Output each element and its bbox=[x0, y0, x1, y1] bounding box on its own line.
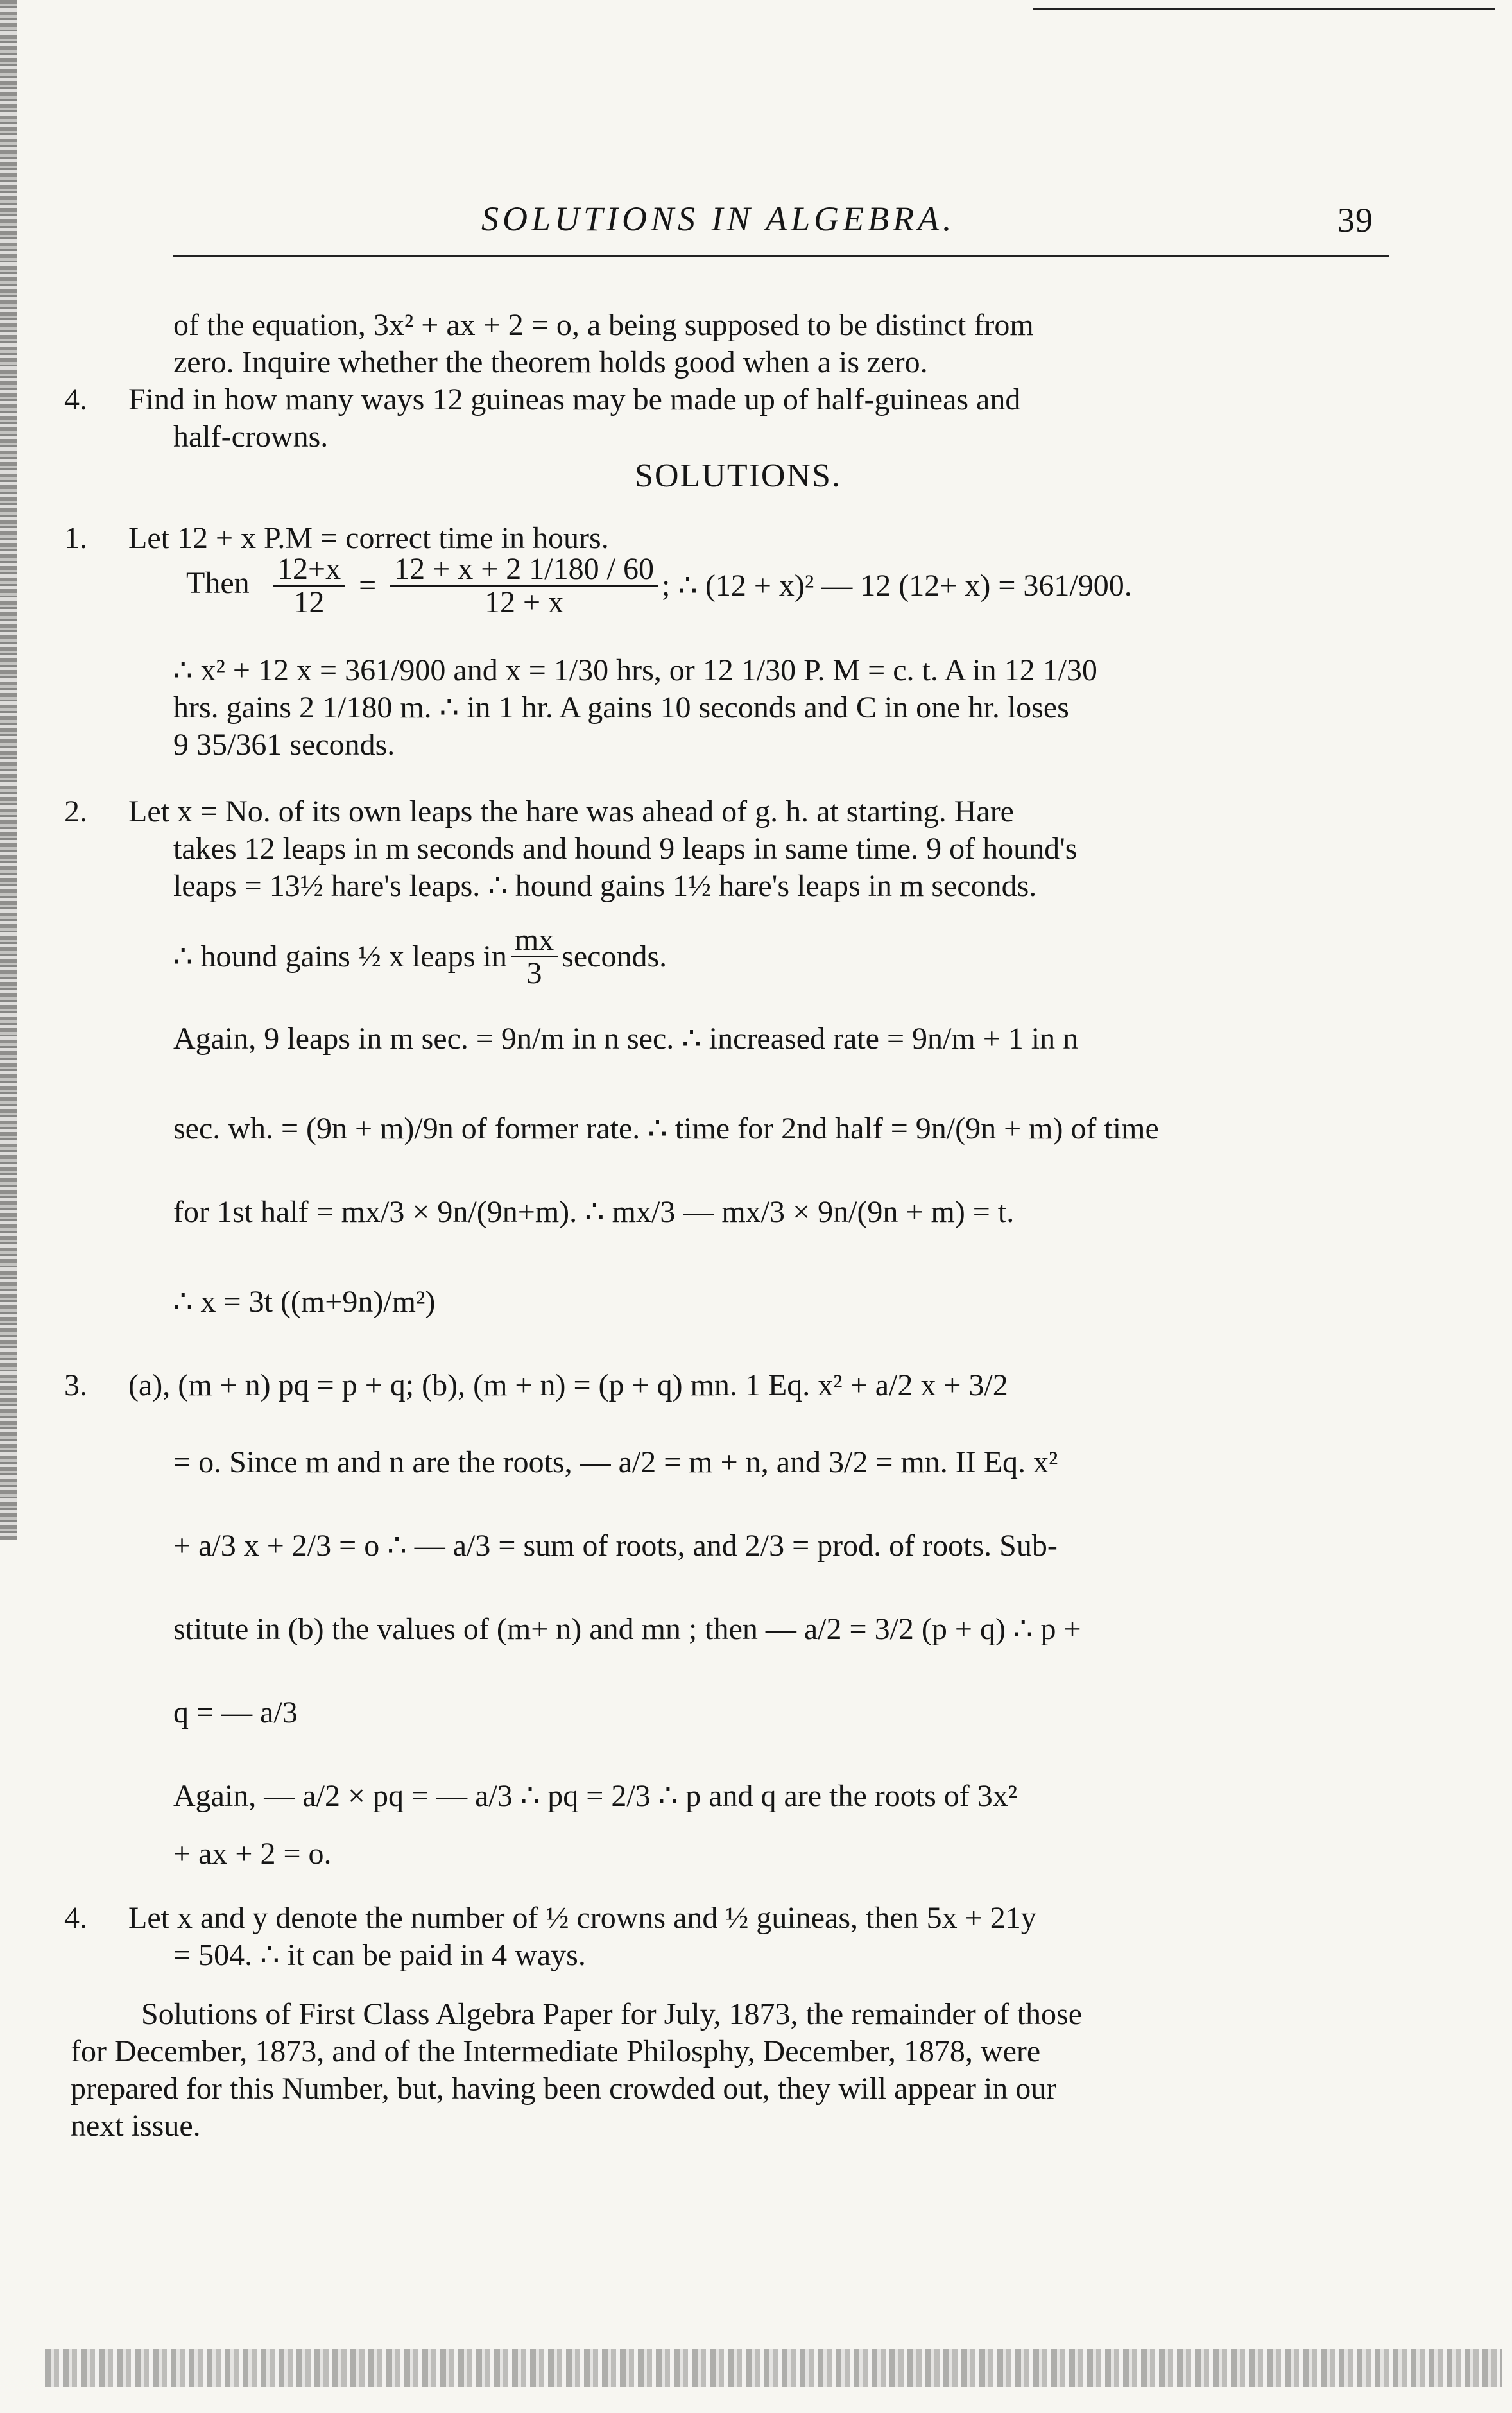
fraction bbox=[273, 553, 345, 619]
running-header bbox=[173, 193, 1386, 244]
solution-2-line-8: ∴ x = 3t ((m+9n)/m²) bbox=[173, 1285, 436, 1319]
solution-1-line-3: ∴ x² + 12 x = 361/900 and x = 1/30 hrs, or 12 1/30 P. M = c. t. A in 12 1/30 bbox=[173, 653, 1097, 687]
numerator: 12+x bbox=[273, 553, 345, 587]
solutions-heading: SOLUTIONS. bbox=[635, 458, 841, 494]
text: ∴ hound gains ½ x leaps in bbox=[173, 940, 507, 974]
solution-2-line-3: leaps = 13½ hare's leaps. ∴ hound gains 1½ hare's leaps in m seconds. bbox=[173, 869, 1037, 903]
solution-2-line-1: Let x = No. of its own leaps the hare was ahead of g. h. at starting. Hare bbox=[128, 794, 1014, 829]
fraction bbox=[390, 553, 658, 619]
solution-2-line-5: Again, 9 leaps in m sec. = 9n/m in n sec. ∴ increased rate = 9n/m + 1 in n bbox=[173, 1022, 1079, 1056]
solution-3-line-4: stitute in (b) the values of (m+ n) and mn ; then — a/2 = 3/2 (p + q) ∴ p + bbox=[173, 1612, 1081, 1646]
intro-line-2: zero. Inquire whether the theorem holds good when a is zero. bbox=[173, 345, 928, 379]
solution-4-line-1: Let x and y denote the number of ½ crowns and ½ guineas, then 5x + 21y bbox=[128, 1901, 1036, 1935]
closing-line-2: for December, 1873, and of the Intermediate Philosphy, December, 1878, were bbox=[71, 2034, 1041, 2068]
question-4-line-2: half-crowns. bbox=[173, 420, 329, 454]
solution-3-number: 3. bbox=[64, 1368, 87, 1402]
solution-3-line-2: = o. Since m and n are the roots, — a/2 = m + n, and 3/2 = mn. II Eq. x² bbox=[173, 1445, 1058, 1479]
denominator: 12 + x bbox=[485, 585, 564, 619]
denominator: 3 bbox=[526, 956, 542, 990]
equals-sign: = bbox=[359, 569, 377, 603]
solution-2-number: 2. bbox=[64, 794, 87, 829]
solution-1-then-label: Then bbox=[186, 566, 250, 600]
closing-line-3: prepared for this Number, but, having been crowded out, they will appear in our bbox=[71, 2072, 1057, 2106]
running-title: SOLUTIONS IN ALGEBRA. bbox=[481, 200, 956, 238]
numerator: mx bbox=[511, 924, 558, 957]
solution-1-line-1: Let 12 + x P.M = correct time in hours. bbox=[128, 521, 609, 555]
page-number: 39 bbox=[1337, 201, 1373, 239]
solution-3-line-3: + a/3 x + 2/3 = o ∴ — a/3 = sum of roots, and 2/3 = prod. of roots. Sub- bbox=[173, 1529, 1058, 1563]
denominator: 12 bbox=[293, 585, 325, 619]
question-4-number: 4. bbox=[64, 382, 87, 416]
header-rule bbox=[173, 255, 1389, 257]
solution-2-line-4 bbox=[173, 924, 667, 990]
solution-4-number: 4. bbox=[64, 1901, 87, 1935]
solution-3-line-5: q = — a/3 bbox=[173, 1696, 298, 1730]
closing-note bbox=[71, 1996, 1383, 2145]
intro-line-1: of the equation, 3x² + ax + 2 = o, a being supposed to be distinct from bbox=[173, 308, 1034, 342]
solution-4-line-2: = 504. ∴ it can be paid in 4 ways. bbox=[173, 1938, 586, 1972]
solution-1-number: 1. bbox=[64, 521, 87, 555]
solution-3-line-6: Again, — a/2 × pq = — a/3 ∴ pq = 2/3 ∴ p and q are the roots of 3x² bbox=[173, 1779, 1018, 1813]
solution-3-line-1: (a), (m + n) pq = p + q; (b), (m + n) = (p + q) mn. 1 Eq. x² + a/2 x + 3/2 bbox=[128, 1368, 1008, 1402]
solution-2-line-6: sec. wh. = (9n + m)/9n of former rate. ∴ time for 2nd half = 9n/(9n + m) of time bbox=[173, 1112, 1159, 1146]
solution-3-line-7: + ax + 2 = o. bbox=[173, 1837, 332, 1871]
fraction bbox=[511, 924, 558, 990]
scan-bottom-artifact bbox=[45, 2349, 1502, 2387]
closing-line-1: Solutions of First Class Algebra Paper for July, 1873, the remainder of those bbox=[141, 1997, 1083, 2031]
solution-1-line-4: hrs. gains 2 1/180 m. ∴ in 1 hr. A gains 10 seconds and C in one hr. loses bbox=[173, 691, 1069, 725]
closing-line-4: next issue. bbox=[71, 2109, 201, 2143]
numerator: 12 + x + 2 1/180 / 60 bbox=[390, 553, 658, 587]
equation-tail: ; ∴ (12 + x)² — 12 (12+ x) = 361/900. bbox=[661, 569, 1132, 603]
solution-2-line-2: takes 12 leaps in m seconds and hound 9 leaps in same time. 9 of hound's bbox=[173, 832, 1078, 866]
text: seconds. bbox=[562, 940, 667, 974]
solution-1-equation bbox=[270, 553, 1132, 619]
solution-2-line-7: for 1st half = mx/3 × 9n/(9n+m). ∴ mx/3 — mx/3 × 9n/(9n + m) = t. bbox=[173, 1195, 1015, 1229]
solution-1-line-5: 9 35/361 seconds. bbox=[173, 728, 395, 762]
question-4-line-1: Find in how many ways 12 guineas may be made up of half-guineas and bbox=[128, 382, 1021, 416]
